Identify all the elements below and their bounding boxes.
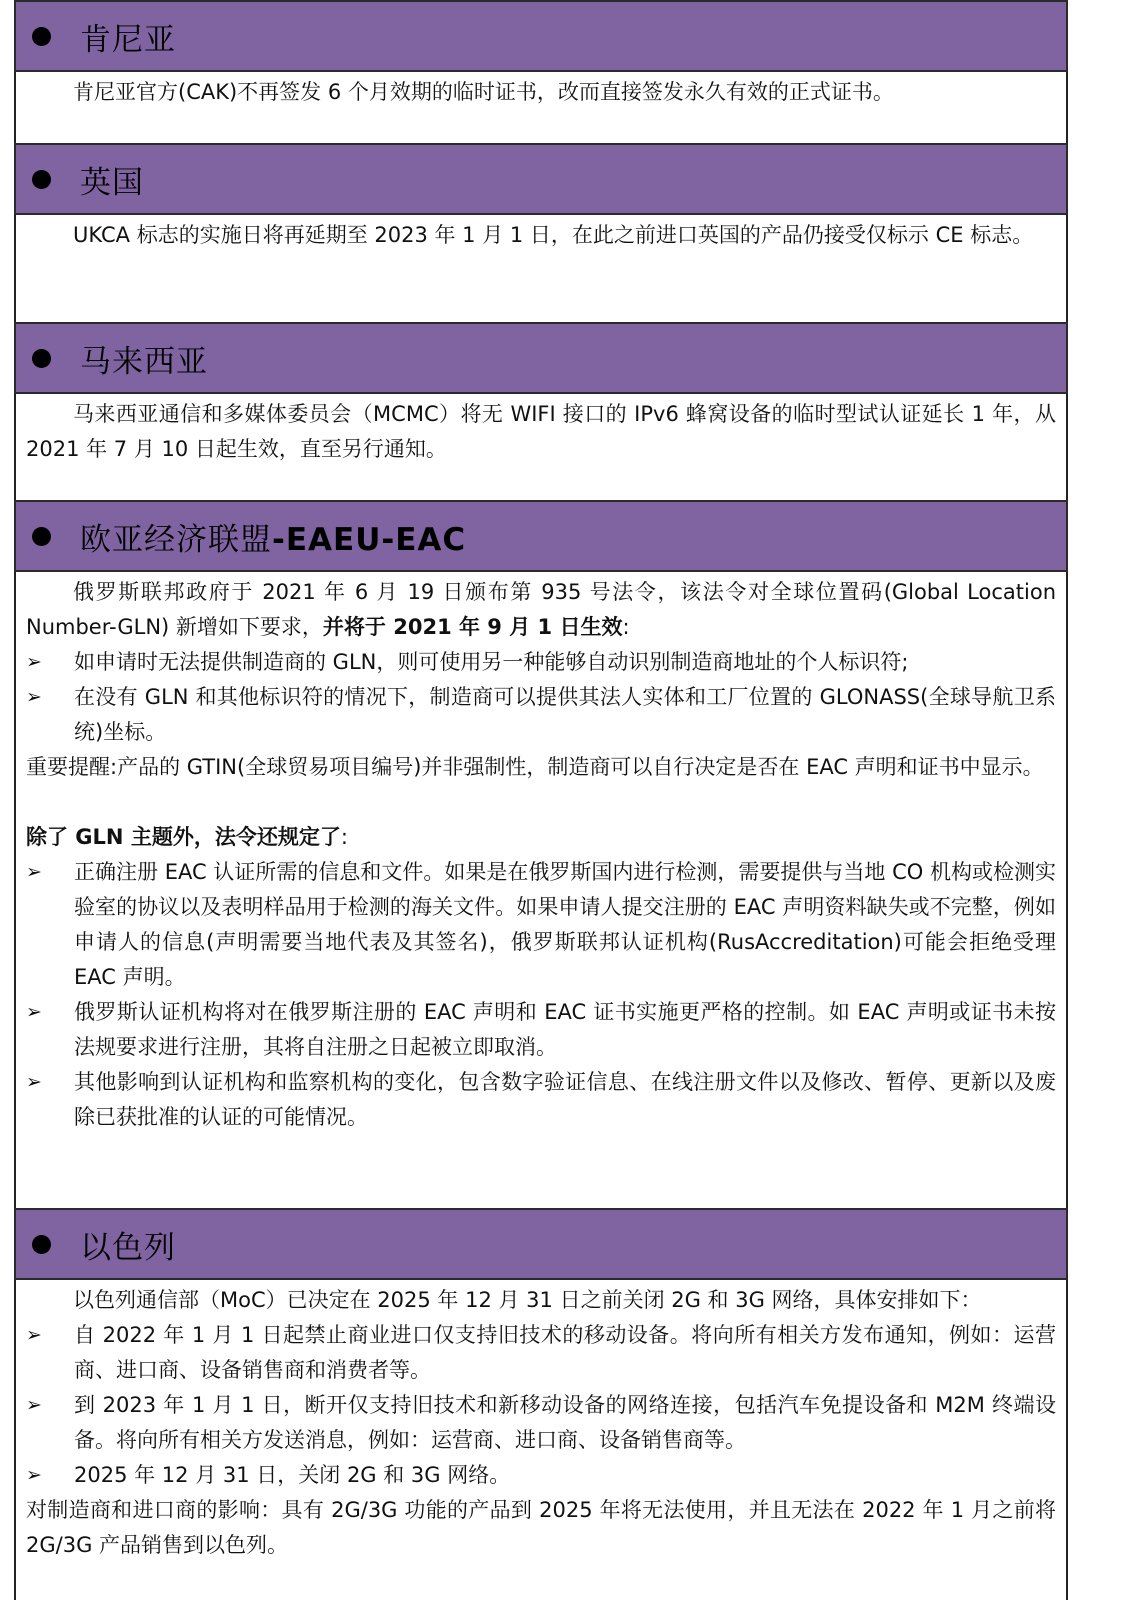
list-item xyxy=(26,680,1056,750)
intro-paragraph xyxy=(26,575,1056,645)
list-item xyxy=(26,1388,1056,1458)
section-eaeu xyxy=(14,500,1068,1135)
gln-heading xyxy=(26,820,1056,855)
list-item xyxy=(26,645,1056,680)
paragraph: 马来西亚通信和多媒体委员会（MCMC）将无 WIFI 接口的 IPv6 蜂窝设备的临时型试认证延长 1 年，从 2021 年 7 月 10 日起生效，直至另行通知。 xyxy=(26,402,1056,461)
intro-colon: : xyxy=(622,615,630,639)
section-header xyxy=(14,500,1068,572)
section-header xyxy=(14,143,1068,215)
section-header xyxy=(14,1208,1068,1280)
section-title xyxy=(80,514,466,559)
section-title: 以色列 xyxy=(80,1229,176,1266)
section-title-main: 欧亚经济联盟 xyxy=(80,521,272,558)
bullet-dot-icon xyxy=(32,349,51,368)
list-item-text: 俄罗斯认证机构将对在俄罗斯注册的 EAC 声明和 EAC 证书实施更严格的控制。如 EAC 声明或证书未按法规要求进行注册，其将自注册之日起被立即取消。 xyxy=(74,1000,1056,1059)
section-title: 马来西亚 xyxy=(80,343,208,380)
gln-heading-colon: : xyxy=(340,825,348,849)
section-uk xyxy=(14,143,1068,253)
section-kenya xyxy=(14,0,1068,110)
bullet-dot-icon xyxy=(32,27,51,46)
list-item xyxy=(26,1458,1056,1493)
paragraph: 肯尼亚官方(CAK)不再签发 6 个月效期的临时证书，改而直接签发永久有效的正式证书。 xyxy=(73,80,894,104)
arrow-bullet-icon: ➢ xyxy=(26,686,42,708)
arrow-bullet-icon: ➢ xyxy=(26,1394,42,1416)
list-item-text: 到 2023 年 1 月 1 日，断开仅支持旧技术和新移动设备的网络连接，包括汽车免提设备和 M2M 终端设备。将向所有相关方发送消息，例如：运营商、进口商、设备销售商等。 xyxy=(74,1393,1056,1452)
bullet-dot-icon xyxy=(32,527,51,546)
section-title: 肯尼亚 xyxy=(80,21,176,58)
gln-heading-text: 除了 GLN 主题外，法令还规定了 xyxy=(26,825,341,849)
section-title-code: -EAEU-EAC xyxy=(272,521,467,558)
list-item-text: 自 2022 年 1 月 1 日起禁止商业进口仅支持旧技术的移动设备。将向所有相关方发布通知，例如：运营商、进口商、设备销售商和消费者等。 xyxy=(74,1323,1056,1382)
arrow-bullet-icon: ➢ xyxy=(26,1324,42,1346)
section-title: 英国 xyxy=(80,164,144,201)
intro-paragraph: 以色列通信部（MoC）已决定在 2025 年 12 月 31 日之前关闭 2G 和 3G 网络，具体安排如下： xyxy=(73,1288,982,1312)
list-item-text: 在没有 GLN 和其他标识符的情况下，制造商可以提供其法人实体和工厂位置的 GLONASS(全球导航卫系统)坐标。 xyxy=(74,685,1056,744)
arrow-bullet-icon: ➢ xyxy=(26,1001,42,1023)
list-item xyxy=(26,1065,1056,1135)
reminder-paragraph: 重要提醒:产品的 GTIN(全球贸易项目编号)并非强制性，制造商可以自行决定是否在 EAC 声明和证书中显示。 xyxy=(26,755,1044,779)
bullet-dot-icon xyxy=(32,170,51,189)
list-item-text: 如申请时无法提供制造商的 GLN，则可使用另一种能够自动识别制造商地址的个人标识符; xyxy=(74,650,909,674)
effective-date: 并将于 2021 年 9 月 1 日生效 xyxy=(322,615,623,639)
section-israel xyxy=(14,1208,1068,1563)
list-item-text: 2025 年 12 月 31 日，关闭 2G 和 3G 网络。 xyxy=(74,1463,511,1487)
arrow-bullet-icon: ➢ xyxy=(26,1071,42,1093)
list-item xyxy=(26,1318,1056,1388)
arrow-bullet-icon: ➢ xyxy=(26,1464,42,1486)
list-item-text: 其他影响到认证机构和监察机构的变化，包含数字验证信息、在线注册文件以及修改、暂停、更新以及废除已获批准的认证的可能情况。 xyxy=(74,1070,1056,1129)
section-header xyxy=(14,322,1068,394)
list-item xyxy=(26,855,1056,995)
list-item xyxy=(26,995,1056,1065)
bullet-dot-icon xyxy=(32,1235,51,1254)
section-malaysia xyxy=(14,322,1068,467)
arrow-bullet-icon: ➢ xyxy=(26,651,42,673)
section-header xyxy=(14,0,1068,72)
list-item-text: 正确注册 EAC 认证所需的信息和文件。如果是在俄罗斯国内进行检测，需要提供与当地 CO 机构或检测实验室的协议以及表明样品用于检测的海关文件。如果申请人提交注册的 EAC 声明资料缺失或不完整，例如申请人的信息(声明需要当地代表及其签名)，俄罗斯联邦认证机构(RusAccreditation)可能会拒绝受理 EAC 声明。 xyxy=(74,860,1056,989)
arrow-bullet-icon: ➢ xyxy=(26,861,42,883)
impact-paragraph: 对制造商和进口商的影响：具有 2G/3G 功能的产品到 2025 年将无法使用，并且无法在 2022 年 1 月之前将 2G/3G 产品销售到以色列。 xyxy=(26,1498,1056,1557)
paragraph: UKCA 标志的实施日将再延期至 2023 年 1 月 1 日，在此之前进口英国的产品仍接受仅标示 CE 标志。 xyxy=(73,223,1034,247)
intro-text: 俄罗斯联邦政府于 2021 年 6 月 19 日颁布第 935 号法令，该法令对全球位置码(Global Location Number-GLN) 新增如下要求， xyxy=(26,580,1056,639)
